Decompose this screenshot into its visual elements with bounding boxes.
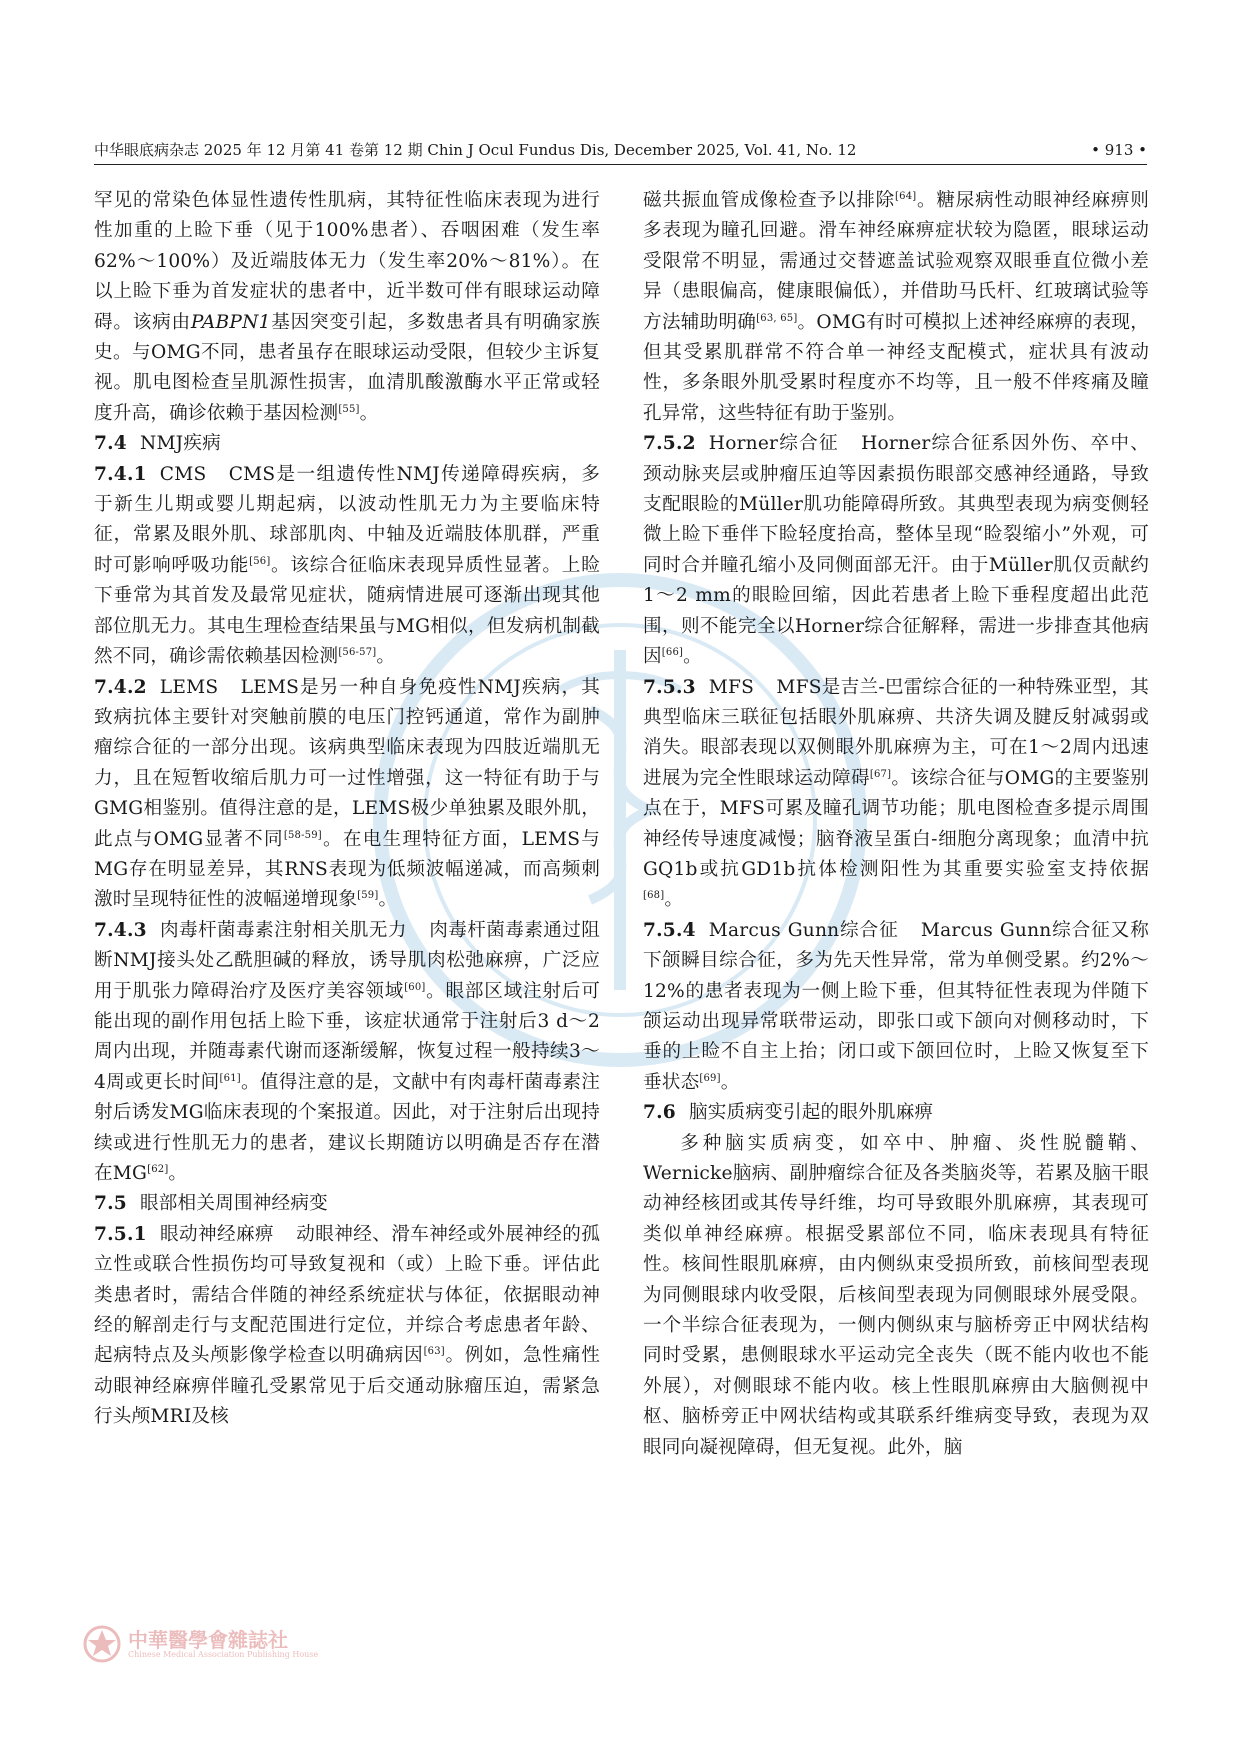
citation-ref: [67] — [869, 768, 892, 780]
citation-ref: [62] — [147, 1163, 169, 1175]
page-number: • 913 • — [1091, 141, 1147, 159]
subsection-7-5-3: 7.5.3 MFS MFS是吉兰-巴雷综合征的一种特殊亚型，其典型临床三联征包括眼外肌麻痹、共济失调及腱反射减弱或消失。眼部表现以双侧眼外肌麻痹为主，可在1～2周内迅速进展为完全性眼球运动障碍[67]。该综合征与OMG的主要鉴别点在于，MFS可累及瞳孔调节功能；肌电图检查多提示周围神经传导速度减慢；脑脊液呈蛋白-细胞分离现象；血清中抗GQ1b或抗GD1b抗体检测阳性为其重要实验室支持依据[68]。 — [643, 676, 1150, 911]
subsection-7-4-1: 7.4.1 CMS CMS是一组遗传性NMJ传递障碍疾病，多于新生儿期或婴儿期起病，以波动性肌无力为主要临床特征，常累及眼外肌、球部肌肉、中轴及近端肢体肌群，严重时可影响呼吸功能[56]。该综合征临床表现异质性显著。上睑下垂常为其首发及最常见症状，随病情进展可逐渐出现其他部位肌无力。其电生理检查结果虽与MG相似，但发病机制截然不同，确诊需依赖基因检测[56-57]。 — [94, 463, 600, 668]
subsection-7-4-3: 7.4.3 肉毒杆菌毒素注射相关肌无力 肉毒杆菌毒素通过阻断NMJ接头处乙酰胆碱的释放，诱导肌肉松弛麻痹，广泛应用于肌张力障碍治疗及医疗美容领域[60]。眼部区域注射后可能出现的副作用包括上睑下垂，该症状通常于注射后3 d～2周内出现，并随毒素代谢而逐渐缓解，恢复过程一般持续3～4周或更长时间[61]。值得注意的是，文献中有肉毒杆菌毒素注射后诱发MG临床表现的个案报道。因此，对于注射后出现持续或进行性肌无力的患者，建议长期随访以明确是否存在潜在MG[62]。 — [94, 919, 600, 1184]
citation-ref: [56-57] — [338, 646, 377, 658]
journal-citation: 中华眼底病杂志 2025 年 12 月第 41 卷第 12 期 Chin J Ocul Fundus Dis, December 2025, Vol. 41, No. 12 — [94, 141, 857, 159]
gene-name: PABPN1 — [190, 311, 271, 333]
subsection-7-4-2: 7.4.2 LEMS LEMS是另一种自身免疫性NMJ疾病，其致病抗体主要针对突触前膜的电压门控钙通道，常作为副肿瘤综合征的一部分出现。该病典型临床表现为四肢近端肌无力，且在短暂收缩后肌力可一过性增强，这一特征有助于与GMG相鉴别。值得注意的是，LEMS极少单独累及眼外肌，此点与OMG显著不同[58-59]。在电生理特征方面，LEMS与MG存在明显差异，其RNS表现为低频波幅递减，而高频刺激时呈现特征性的波幅递增现象[59]。 — [94, 676, 600, 911]
citation-ref: [69] — [699, 1072, 721, 1084]
citation-ref: [64] — [895, 190, 917, 202]
citation-ref: [58-59] — [283, 829, 322, 841]
section-heading-7-4: 7.4 NMJ疾病 — [94, 433, 221, 455]
paragraph: 罕见的常染色体显性遗传性肌病，其特征性临床表现为进行性加重的上睑下垂（见于100%患者）、吞咽困难（发生率62%～100%）及近端肢体无力（发生率20%～81%）。在以上睑下垂为首发症状的患者中，近半数可伴有眼球运动障碍。该病由PABPN1基因突变引起，多数患者具有明确家族史。与OMG不同，患者虽存在眼球运动受限，但较少主诉复视。肌电图检查呈肌源性损害，血清肌酸激酶水平正常或轻度升高，确诊依赖于基因检测[55]。 — [94, 190, 600, 424]
publisher-name-cn: 中華醫學會雜誌社 — [128, 1628, 288, 1652]
running-header — [94, 136, 1147, 165]
publisher-logo — [78, 1622, 548, 1670]
section-heading-7-5: 7.5 眼部相关周围神经病变 — [94, 1193, 328, 1215]
subsection-7-5-1: 7.5.1 眼动神经麻痹 动眼神经、滑车神经或外展神经的孤立性或联合性损伤均可导致复视和（或）上睑下垂。评估此类患者时，需结合伴随的神经系统症状与体征，依据眼动神经的解剖走行与支配范围进行定位，并综合考虑患者年龄、起病特点及头颅影像学检查以明确病因[63]。例如，急性痛性动眼神经麻痹伴瞳孔受累常见于后交通动脉瘤压迫，需紧急行头颅MRI及核 — [94, 1223, 601, 1428]
citation-ref: [56] — [249, 555, 271, 567]
right-column — [643, 186, 1149, 1463]
subsection-7-5-4: 7.5.4 Marcus Gunn综合征 Marcus Gunn综合征又称下颌瞬目综合征，多为先天性异常，常为单侧受累。约2%～12%的患者表现为一侧上睑下垂，但其特征性表现为伴随下颌运动出现异常联带运动，即张口或下颌向对侧移动时，下垂的上睑不自主上抬；闭口或下颌回位时，上睑又恢复至下垂状态[69]。 — [643, 919, 1149, 1093]
citation-ref: [55] — [338, 403, 360, 415]
citation-ref: [66] — [661, 646, 684, 658]
citation-ref: [59] — [357, 890, 379, 902]
paragraph: 磁共振血管成像检查予以排除[64]。糖尿病性动眼神经麻痹则多表现为瞳孔回避。滑车神经麻痹症状较为隐匿，眼球运动受限常不明显，需通过交替遮盖试验观察双眼垂直位微小差异（患眼偏高，健康眼偏低），并借助马氏杆、红玻璃试验等方法辅助明确[63, 65]。OMG有时可模拟上述神经麻痹的表现，但其受累肌群常不符合单一神经支配模式，症状具有波动性，多条眼外肌受累时程度亦不均等，且一般不伴疼痛及瞳孔异常，这些特征有助于鉴别。 — [643, 190, 1150, 424]
citation-ref: [60] — [404, 981, 426, 993]
citation-ref: [63, 65] — [756, 312, 798, 324]
citation-ref: [61] — [219, 1072, 241, 1084]
paragraph: 多种脑实质病变，如卒中、肿瘤、炎性脱髓鞘、Wernicke脑病、副肿瘤综合征及各类脑炎等，若累及脑干眼动神经核团或其传导纤维，均可导致眼外肌麻痹，其表现可类似单神经麻痹。根据受累部位不同，临床表现具有特征性。核间性眼肌麻痹，由内侧纵束受损所致，前核间型表现为同侧眼球内收受限，后核间型表现为同侧眼球外展受限。一个半综合征表现为，一侧内侧纵束与脑桥旁正中网状结构同时受累，患侧眼球水平运动完全丧失（既不能内收也不能外展），对侧眼球不能内收。核上性眼肌麻痹由大脑侧视中枢、脑桥旁正中网状结构或其联系纤维病变导致，表现为双眼同向凝视障碍，但无复视。此外，脑 — [643, 1132, 1149, 1458]
section-heading-7-6: 7.6 脑实质病变引起的眼外肌麻痹 — [643, 1102, 934, 1124]
publisher-name-en: Chinese Medical Association Publishing House — [128, 1650, 319, 1659]
citation-ref: [63] — [423, 1346, 445, 1358]
left-column — [94, 186, 600, 1433]
citation-ref: [68] — [643, 890, 665, 902]
publisher-emblem-icon — [82, 1624, 122, 1664]
subsection-7-5-2: 7.5.2 Horner综合征 Horner综合征系因外伤、卒中、颈动脉夹层或肿瘤压迫等因素损伤眼部交感神经通路，导致支配眼睑的Müller肌功能障碍所致。其典型表现为病变侧轻微上睑下垂伴下睑轻度抬高，整体呈现“睑裂缩小”外观，可同时合并瞳孔缩小及同侧面部无汗。由于Müller肌仅贡献约1～2 mm的眼睑回缩，因此若患者上睑下垂程度超出此范围，则不能完全以Horner综合征解释，需进一步排查其他病因[66]。 — [643, 433, 1149, 668]
